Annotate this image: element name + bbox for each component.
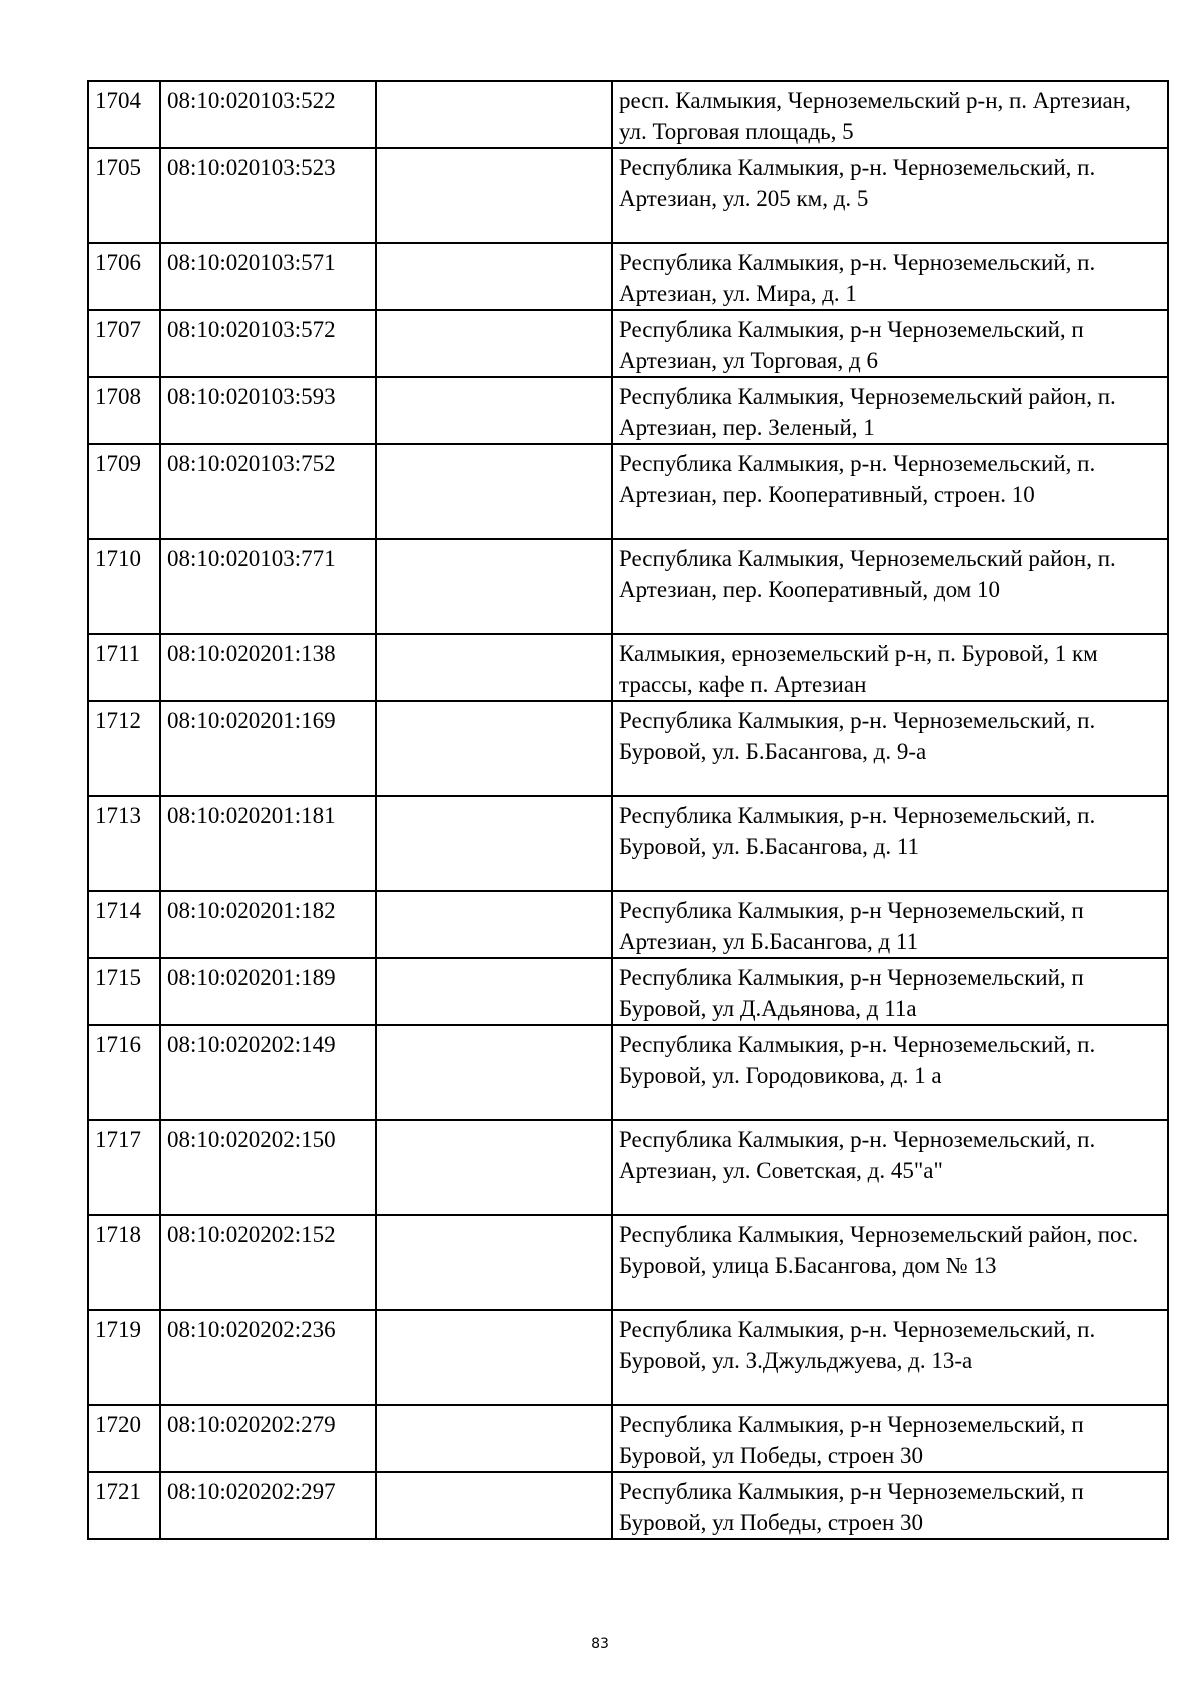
table-row (88, 1405, 1168, 1472)
table-row (88, 1472, 1168, 1539)
row-number-cell: 1708 (88, 377, 160, 444)
cadastral-number-cell: 08:10:020103:771 (160, 539, 376, 634)
table-row (88, 148, 1168, 243)
table-row (88, 310, 1168, 377)
address-cell: респ. Калмыкия, Черноземельский р-н, п. Артезиан, ул. Торговая площадь, 5 (612, 81, 1168, 148)
row-number-cell: 1709 (88, 444, 160, 539)
row-number-cell: 1716 (88, 1025, 160, 1120)
empty-cell (376, 444, 612, 539)
address-cell: Республика Калмыкия, р-н. Черноземельский, п. Буровой, ул. Б.Басангова, д. 9-а (612, 701, 1168, 796)
address-cell: Республика Калмыкия, р-н. Черноземельский, п. Артезиан, ул. 205 км, д. 5 (612, 148, 1168, 243)
table-row (88, 539, 1168, 634)
empty-cell (376, 1472, 612, 1539)
cadastral-number-cell: 08:10:020202:297 (160, 1472, 376, 1539)
empty-cell (376, 1310, 612, 1405)
row-number-cell: 1718 (88, 1215, 160, 1310)
cadastral-number-cell: 08:10:020201:138 (160, 634, 376, 701)
table-row (88, 243, 1168, 310)
row-number-cell: 1717 (88, 1120, 160, 1215)
table-row (88, 1025, 1168, 1120)
empty-cell (376, 81, 612, 148)
empty-cell (376, 796, 612, 891)
address-cell: Республика Калмыкия, р-н. Черноземельский, п. Буровой, ул. Городовикова, д. 1 а (612, 1025, 1168, 1120)
empty-cell (376, 1025, 612, 1120)
cadastral-number-cell: 08:10:020103:523 (160, 148, 376, 243)
cadastral-number-cell: 08:10:020103:522 (160, 81, 376, 148)
cadastral-number-cell: 08:10:020202:150 (160, 1120, 376, 1215)
cadastral-number-cell: 08:10:020202:149 (160, 1025, 376, 1120)
table-row (88, 1215, 1168, 1310)
row-number-cell: 1719 (88, 1310, 160, 1405)
address-cell: Республика Калмыкия, р-н Черноземельский, п Буровой, ул Победы, строен 30 (612, 1472, 1168, 1539)
address-cell: Республика Калмыкия, р-н Черноземельский, п Буровой, ул Д.Адьянова, д 11а (612, 958, 1168, 1025)
address-cell: Республика Калмыкия, р-н. Черноземельский, п. Артезиан, ул. Мира, д. 1 (612, 243, 1168, 310)
address-cell: Республика Калмыкия, Черноземельский район, п. Артезиан, пер. Зеленый, 1 (612, 377, 1168, 444)
table-row (88, 1310, 1168, 1405)
table-row (88, 1120, 1168, 1215)
row-number-cell: 1711 (88, 634, 160, 701)
empty-cell (376, 310, 612, 377)
address-cell: Республика Калмыкия, р-н Черноземельский, п Буровой, ул Победы, строен 30 (612, 1405, 1168, 1472)
empty-cell (376, 148, 612, 243)
row-number-cell: 1706 (88, 243, 160, 310)
row-number-cell: 1704 (88, 81, 160, 148)
row-number-cell: 1721 (88, 1472, 160, 1539)
row-number-cell: 1713 (88, 796, 160, 891)
address-cell: Республика Калмыкия, Черноземельский район, пос. Буровой, улица Б.Басангова, дом № 13 (612, 1215, 1168, 1310)
cadastral-number-cell: 08:10:020103:593 (160, 377, 376, 444)
address-cell: Республика Калмыкия, р-н. Черноземельский, п. Артезиан, пер. Кооперативный, строен. 10 (612, 444, 1168, 539)
table-row (88, 796, 1168, 891)
row-number-cell: 1714 (88, 891, 160, 958)
property-register-table (87, 80, 1169, 1540)
empty-cell (376, 701, 612, 796)
cadastral-number-cell: 08:10:020202:152 (160, 1215, 376, 1310)
address-cell: Республика Калмыкия, р-н. Черноземельский, п. Буровой, ул. Б.Басангова, д. 11 (612, 796, 1168, 891)
table-row (88, 634, 1168, 701)
empty-cell (376, 1215, 612, 1310)
cadastral-number-cell: 08:10:020103:752 (160, 444, 376, 539)
empty-cell (376, 958, 612, 1025)
empty-cell (376, 634, 612, 701)
address-cell: Республика Калмыкия, Черноземельский район, п. Артезиан, пер. Кооперативный, дом 10 (612, 539, 1168, 634)
row-number-cell: 1720 (88, 1405, 160, 1472)
cadastral-number-cell: 08:10:020202:279 (160, 1405, 376, 1472)
empty-cell (376, 891, 612, 958)
page-number: 83 (591, 1636, 609, 1652)
address-cell: Калмыкия, ерноземельский р-н, п. Буровой, 1 км трассы, кафе п. Артезиан (612, 634, 1168, 701)
empty-cell (376, 539, 612, 634)
address-cell: Республика Калмыкия, р-н. Черноземельский, п. Артезиан, ул. Советская, д. 45"а" (612, 1120, 1168, 1215)
table-row (88, 377, 1168, 444)
cadastral-number-cell: 08:10:020103:571 (160, 243, 376, 310)
empty-cell (376, 377, 612, 444)
cadastral-number-cell: 08:10:020201:181 (160, 796, 376, 891)
address-cell: Республика Калмыкия, р-н Черноземельский, п Артезиан, ул Б.Басангова, д 11 (612, 891, 1168, 958)
cadastral-number-cell: 08:10:020103:572 (160, 310, 376, 377)
table-row (88, 444, 1168, 539)
row-number-cell: 1710 (88, 539, 160, 634)
address-cell: Республика Калмыкия, р-н. Черноземельский, п. Буровой, ул. З.Джульджуева, д. 13-а (612, 1310, 1168, 1405)
empty-cell (376, 243, 612, 310)
table-row (88, 81, 1168, 148)
cadastral-number-cell: 08:10:020201:169 (160, 701, 376, 796)
empty-cell (376, 1405, 612, 1472)
address-cell: Республика Калмыкия, р-н Черноземельский, п Артезиан, ул Торговая, д 6 (612, 310, 1168, 377)
cadastral-number-cell: 08:10:020201:189 (160, 958, 376, 1025)
row-number-cell: 1707 (88, 310, 160, 377)
row-number-cell: 1715 (88, 958, 160, 1025)
row-number-cell: 1712 (88, 701, 160, 796)
cadastral-number-cell: 08:10:020202:236 (160, 1310, 376, 1405)
row-number-cell: 1705 (88, 148, 160, 243)
empty-cell (376, 1120, 612, 1215)
table-row (88, 891, 1168, 958)
table-row (88, 701, 1168, 796)
cadastral-number-cell: 08:10:020201:182 (160, 891, 376, 958)
table-row (88, 958, 1168, 1025)
